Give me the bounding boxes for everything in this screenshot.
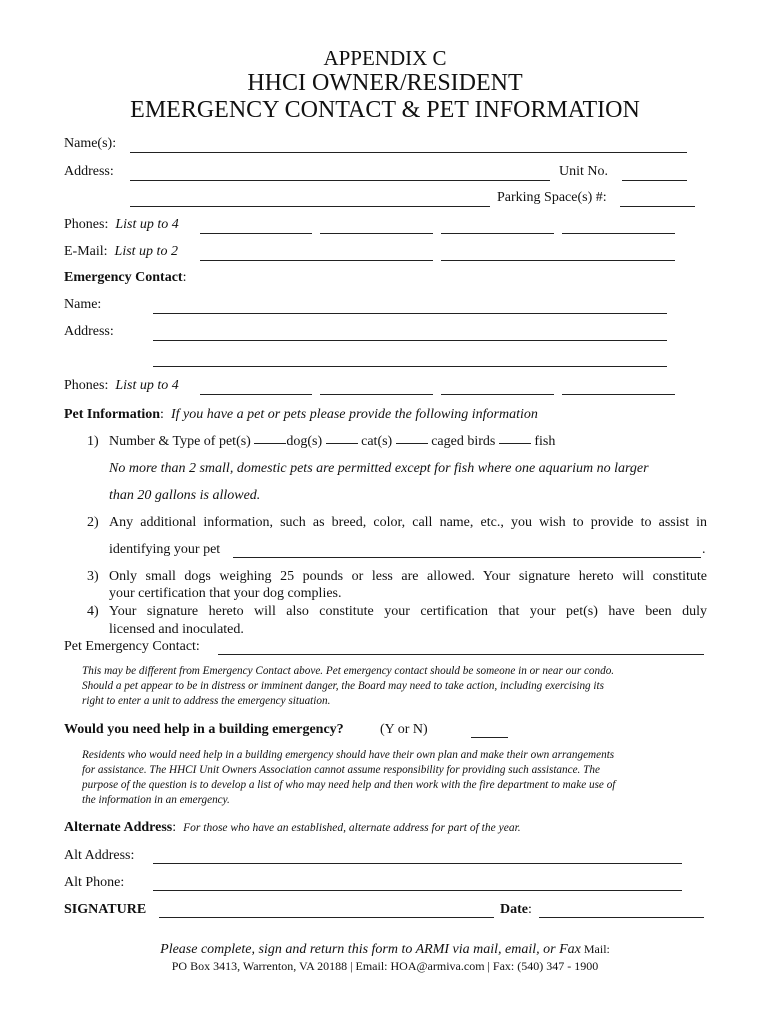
pet-item-4-text-line-2: licensed and inoculated. [109,622,244,637]
unit-field[interactable] [622,180,687,181]
alt-phone-field[interactable] [153,890,682,891]
alt-phone-label: Alt Phone: [64,875,125,890]
pet-contact-note: This may be different from Emergency Contact above. Pet emergency contact should be someone in or near our condo. Should a pet appear to be in distress or imminent danger, the Board may need to take action, including exercising its right to enter a unit to address the emergency situation. [82,665,615,707]
parking-field[interactable] [620,206,695,207]
pet-item-4-text: Your signature hereto will also constitute your certification that your pet(s) have been duly [109,604,707,619]
parking-label: Parking Space(s) #: [497,190,607,205]
date-field[interactable] [539,917,704,918]
help-question: Would you need help in a building emergency? [64,722,344,737]
pet-item-2-number: 2) [87,515,99,530]
emergency-phone-field-2[interactable] [320,394,433,395]
pet-identify-period: . [702,542,706,557]
emergency-phone-field-3[interactable] [441,394,554,395]
alternate-address-hint: For those who have an established, alternate address for part of the year. [183,822,521,834]
names-field[interactable] [130,152,687,153]
phone-field-3[interactable] [441,233,554,234]
pet-limit-note-line-2: than 20 gallons is allowed. [109,488,261,503]
emergency-phones-label: Phones: List up to 4 [64,378,179,393]
phone-field-2[interactable] [320,233,433,234]
appendix-label: APPENDIX C [323,46,447,70]
pet-emergency-contact-field[interactable] [218,654,704,655]
emergency-phones-hint: List up to 4 [115,378,179,393]
emergency-address-label: Address: [64,324,114,339]
pet-identify-label: identifying your pet [109,542,221,557]
unit-label: Unit No. [559,164,608,179]
date-label: Date: [500,902,532,917]
emergency-name-label: Name: [64,297,102,312]
signature-field[interactable] [159,917,494,918]
help-note: Residents who would need help in a building emergency should have their own plan and make their own arrangements for assistance. The HHCI Unit Owners Association cannot assume responsibility for providing such assistance. The purpose of the question is to develop a list of who may need help and then work with the fire department to make use of the information in an emergency. [82,749,616,806]
alternate-address-heading: Alternate Address: For those who have an established, alternate address for part of the year. [64,820,521,835]
emergency-address-field[interactable] [153,340,667,341]
names-label: Name(s): [64,136,117,151]
email-field-1[interactable] [200,260,433,261]
cat-count-field[interactable] [326,443,358,444]
phones-hint: List up to 4 [115,217,179,232]
pet-item-4-number: 4) [87,604,99,619]
form-title: HHCI OWNER/RESIDENT [247,70,523,96]
bird-count-field[interactable] [396,443,428,444]
email-field-2[interactable] [441,260,675,261]
email-hint: List up to 2 [114,244,178,259]
emergency-phone-field-1[interactable] [200,394,312,395]
phone-field-1[interactable] [200,233,312,234]
dog-count-field[interactable] [254,443,286,444]
pet-item-2-text: Any additional information, such as breed, color, call name, etc., you wish to provide to assist in [109,515,707,530]
address-field[interactable] [130,180,550,181]
phone-field-4[interactable] [562,233,675,234]
email-label: E-Mail: List up to 2 [64,244,178,259]
pet-count-row: Number & Type of pet(s) dog(s) cat(s) caged birds fish [109,434,556,449]
signature-label: SIGNATURE [64,902,147,917]
alt-address-label: Alt Address: [64,848,135,863]
pet-emergency-contact-label: Pet Emergency Contact: [64,639,200,654]
pet-info-heading: Pet Information: If you have a pet or pets please provide the following information [64,407,538,422]
footer-instructions: Please complete, sign and return this form to ARMI via mail, email, or Fax Mail: [160,942,610,957]
pet-item-3-text-line-2: your certification that your dog complies. [109,586,342,601]
form-subtitle: EMERGENCY CONTACT & PET INFORMATION [130,97,640,123]
pet-item-3-number: 3) [87,569,99,584]
fish-count-field[interactable] [499,443,531,444]
emergency-phone-field-4[interactable] [562,394,675,395]
help-options: (Y or N) [380,722,428,737]
pet-item-3-text: Only small dogs weighing 25 pounds or less are allowed. Your signature hereto will constitute [109,569,707,584]
address-line-2-field[interactable] [130,206,490,207]
pet-item-1-number: 1) [87,434,99,449]
pet-identify-field[interactable] [233,557,701,558]
pet-info-intro: If you have a pet or pets please provide the following information [170,407,538,422]
footer-contact-info: PO Box 3413, Warrenton, VA 20188 | Email: HOA@armiva.com | Fax: (540) 347 - 1900 [171,959,599,973]
address-label: Address: [64,164,114,179]
alt-address-field[interactable] [153,863,682,864]
emergency-contact-heading: Emergency Contact: [64,270,187,285]
emergency-name-field[interactable] [153,313,667,314]
phones-label: Phones: List up to 4 [64,217,179,232]
help-answer-field[interactable] [471,737,508,738]
pet-limit-note-line-1: No more than 2 small, domestic pets are permitted except for fish where one aquarium no larger [109,461,649,476]
emergency-address-line-2-field[interactable] [153,366,667,367]
